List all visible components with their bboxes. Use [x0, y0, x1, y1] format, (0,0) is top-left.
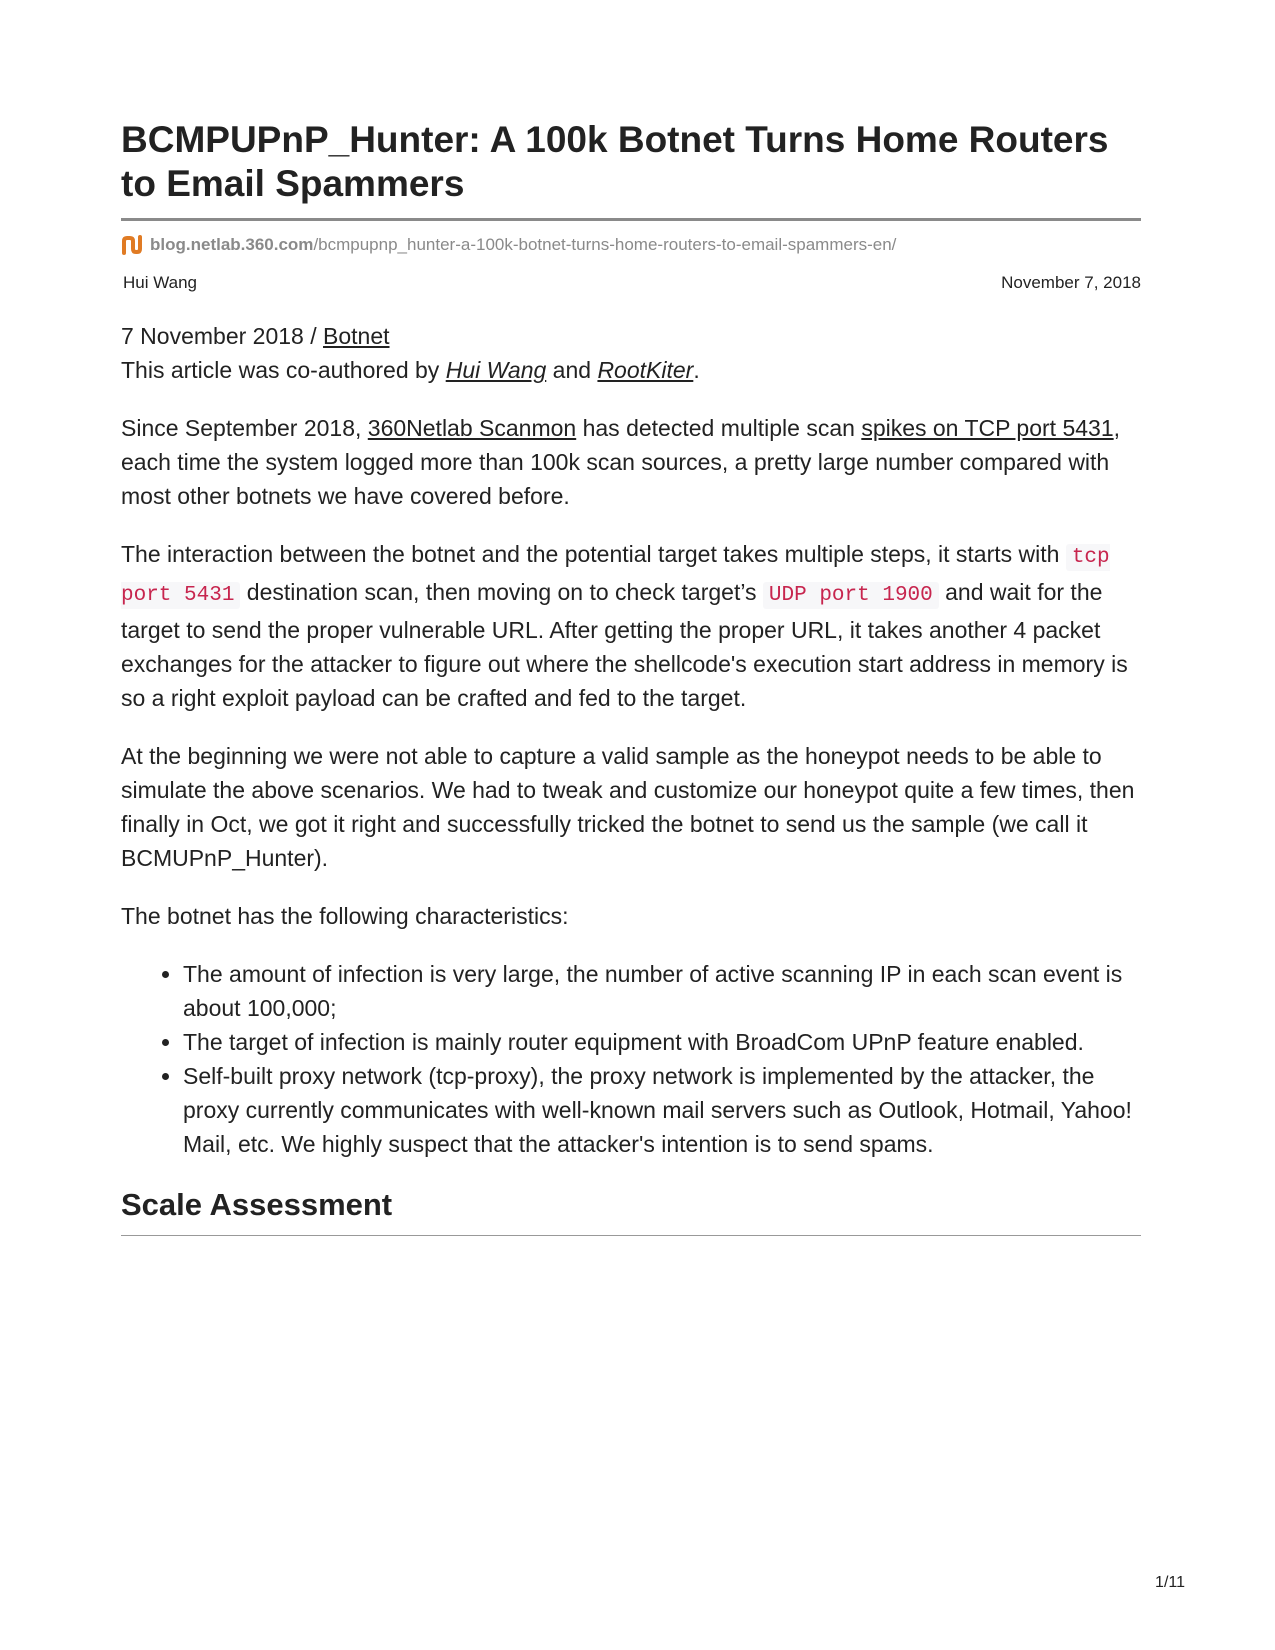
list-item: • Self-built proxy network (tcp-proxy), the proxy network is implemented by the attacker, the proxy currently communicates with well-known mail servers such as Outlook, Hotmail, Yahoo! Mail, etc. We highly suspect that the attacker's intention is to send spams. [183, 1059, 1141, 1161]
paragraph-honeypot: At the beginning we were not able to capture a valid sample as the honeypot needs to be able to simulate the above scenarios. We had to tweak and customize our honeypot quite a few times, then finally in Oct, we got it right and successfully tricked the botnet to send us the sample (we call it BCMUPnP_Hunter). [121, 743, 1135, 871]
tcp-port-spike-link[interactable]: spikes on TCP port 5431 [861, 415, 1114, 441]
document-page [121, 118, 1141, 1236]
article-body [121, 319, 1141, 1236]
list-item: • The target of infection is mainly router equipment with BroadCom UPnP feature enabled. [183, 1025, 1141, 1059]
scanmon-link[interactable]: 360Netlab Scanmon [367, 415, 577, 441]
source-url[interactable] [121, 233, 1141, 257]
coauthor-and: and [546, 357, 598, 383]
paragraph-interaction [121, 537, 1141, 715]
list-item: • The amount of infection is very large, the number of active scanning IP in each scan event is about 100,000; [183, 957, 1141, 1025]
coauthor-link-2[interactable]: RootKiter [597, 357, 694, 383]
byline [121, 273, 1141, 293]
category-link[interactable]: Botnet [323, 323, 390, 349]
paragraph-intro [121, 411, 1141, 513]
coauthor-prefix: This article was co-authored by [121, 357, 446, 383]
dateline-date: 7 November 2018 / [121, 323, 324, 349]
p1-text-b: has detected multiple scan [576, 415, 862, 441]
publish-date: November 7, 2018 [1001, 273, 1141, 292]
source-domain: blog.netlab.360.com [150, 235, 314, 254]
code-udp-port: UDP port 1900 [763, 582, 939, 609]
page-title: BCMPUPnP_Hunter: A 100k Botnet Turns Home Routers to Email Spammers [121, 118, 1141, 221]
paragraph-characteristics-intro: The botnet has the following characteristics: [121, 903, 569, 929]
p1-text-a: Since September 2018, [121, 415, 368, 441]
code-tcp-port: tcp port 5431 [121, 546, 1110, 607]
p2-text-c: and wait for the target to send the proper vulnerable URL. After getting the proper URL, it takes another 4 packet exchanges for the attacker to figure out where the shellcode's execution start address in memory is so a right exploit payload can be crafted and fed to the target. [121, 579, 1128, 711]
p2-text-b: destination scan, then moving on to check target’s [240, 579, 763, 605]
dateline [121, 319, 1141, 353]
source-path: /bcmpupnp_hunter-a-100k-botnet-turns-home-routers-to-email-spammers-en/ [313, 235, 897, 254]
coauthor-line [121, 353, 1141, 387]
p2-text-a: The interaction between the botnet and the potential target takes multiple steps, it starts with [121, 541, 1066, 567]
page-number: 1/11 [1155, 1574, 1185, 1591]
p1-text-c: , each time the system logged more than 100k scan sources, a pretty large number compared with most other botnets we have covered before. [121, 415, 1121, 509]
author-name: Hui Wang [123, 273, 198, 292]
coauthor-link-1[interactable]: Hui Wang [445, 357, 547, 383]
characteristics-list [121, 957, 1141, 1161]
coauthor-suffix: . [693, 357, 700, 383]
netlab-logo-icon [121, 235, 143, 255]
section-heading: Scale Assessment [121, 1185, 1141, 1236]
